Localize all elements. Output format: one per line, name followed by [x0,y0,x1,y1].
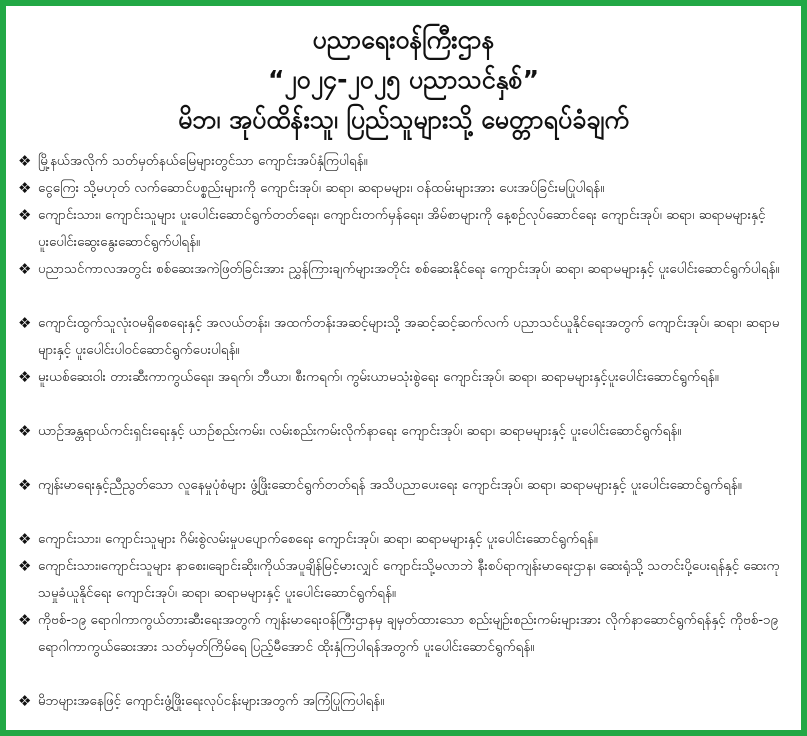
diamond-bullet-icon: ❖ [18,530,32,548]
diamond-bullet-icon: ❖ [18,152,32,170]
list-item-text: မိဘများအနေဖြင့် ကျောင်းဖွံ့ဖြိုးရေးလုပ်ငန်းများအတွက် အကြံပြုကြပါရန်။ [38,694,385,709]
list-item-text: ကျောင်းသား၊ကျောင်းသူများ နာစေး၊ချောင်းဆိုး၊ကိုယ်အပူချိန်မြင့်မားလျှင် ကျောင်းသို့မလာဘဲ နီးစပ်ရာကျန်းမာရေးဌာန၊ ဆေးရုံသို့ သတင်းပို့ပေးရန်နှင့် ဆေးကုသမှုခံယူနိုင်ရေး ကျောင်းအုပ်၊ ဆရာ၊ ဆရာမများနှင့် ပူးပေါင်းဆောင်ရွက်ရန်။ [38,559,780,601]
list-item [16,526,787,553]
list-item-text: မူးယစ်ဆေးဝါး တားဆီးကာကွယ်ရေး၊ အရက်၊ ဘီယာ၊ စီးကရက်၊ ကွမ်းယာမသုံးစွဲရေး ကျောင်းအုပ်၊ ဆရာ၊ ဆရာမများနှင့်ပူးပေါင်းဆောင်ရွက်ရန်။ [38,370,719,385]
diamond-bullet-icon: ❖ [18,206,32,224]
list-item [16,688,787,715]
list-item-text: ယာဉ်အန္တရာယ်ကင်းရှင်းရေးနှင့် ယာဉ်စည်းကမ်း၊ လမ်းစည်းကမ်းလိုက်နာရေး ကျောင်းအုပ်၊ ဆရာ၊ ဆရာမများနှင့် ပူးပေါင်းဆောင်ရွက်ရန်။ [38,424,682,439]
request-title: မိဘ၊ အုပ်ထိန်းသူ၊ ပြည်သူများသို့ မေတ္တာရပ်ခံချက် [178,105,629,134]
list-item [16,256,787,310]
diamond-bullet-icon: ❖ [18,557,32,575]
diamond-bullet-icon: ❖ [18,368,32,386]
list-item [16,472,787,526]
list-item [16,175,787,202]
diamond-bullet-icon: ❖ [18,422,32,440]
list-item-text: ပညာသင်ကာလအတွင်း စစ်ဆေးအကဲဖြတ်ခြင်းအား ညွှန်ကြားချက်များအတိုင်း စစ်ဆေးနိုင်ရေး ကျောင်းအုပ်၊ ဆရာ၊ ဆရာမများနှင့် ပူးပေါင်းဆောင်ရွက်ပါရန်။ [38,262,780,277]
list-item [16,364,787,418]
request-list [6,148,801,715]
diamond-bullet-icon: ❖ [18,692,32,710]
list-item-text: ကျောင်းသား၊ ကျောင်းသူများ ဂိမ်းစွဲလမ်းမှုပပျောက်စေရေး ကျောင်းအုပ်၊ ဆရာ၊ ဆရာမများနှင့် ပူးပေါင်းဆောင်ရွက်ရန်။ [38,532,598,547]
list-item [16,310,787,364]
ministry-title: ပညာရေးဝန်ကြီးဌာန [312,25,495,54]
notice-heading [6,20,801,140]
diamond-bullet-icon: ❖ [18,314,32,332]
list-item-text: ကျောင်းထွက်သူလုံးဝမရှိစေရေးနှင့် အလယ်တန်း၊ အထက်တန်းအဆင့်များသို့ အဆင့်ဆင့်ဆက်လက် ပညာသင်ယူနိုင်ရေးအတွက် ကျောင်းအုပ်၊ ဆရာ၊ ဆရာမများနှင့် ပူးပေါင်းပါဝင်ဆောင်ရွက်ပေးပါရန်။ [38,316,780,358]
list-item-text: မြို့နယ်အလိုက် သတ်မှတ်နယ်မြေများတွင်သာ ကျောင်းအပ်နှံကြပါရန်။ [38,154,368,169]
list-item [16,202,787,256]
list-item [16,553,787,607]
list-item-text: ကျန်းမာရေးနှင့်ညီညွတ်သော လူနေမှုပုံစံများ ဖွံ့ဖြိုးဆောင်ရွက်တတ်ရန် အသိပညာပေးရေး ကျောင်းအုပ်၊ ဆရာ၊ ဆရာမများနှင့် ပူးပေါင်းဆောင်ရွက်ရန်။ [38,478,742,493]
diamond-bullet-icon: ❖ [18,260,32,278]
list-item [16,418,787,472]
diamond-bullet-icon: ❖ [18,476,32,494]
list-item-text: ကျောင်းသား၊ ကျောင်းသူများ ပူးပေါင်းဆောင်ရွက်တတ်ရေး၊ ကျောင်းတက်မှန်ရေး၊ အိမ်စာများကို နေ့စဉ်လုပ်ဆောင်ရေး ကျောင်းအုပ်၊ ဆရာ၊ ဆရာမများနှင့် ပူးပေါင်းဆွေးနွေးဆောင်ရွက်ပါရန်။ [38,208,766,250]
academic-year-title: “၂၀၂၄-၂၀၂၅ ပညာသင်နှစ်” [267,65,540,94]
list-item [16,607,787,688]
list-item-text: ကိုဗစ်-၁၉ ရောဂါကာကွယ်တားဆီးရေးအတွက် ကျန်းမာရေးဝန်ကြီးဌာနမှ ချမှတ်ထားသော စည်းမျဉ်းစည်းကမ်းများအား လိုက်နာဆောင်ရွက်ရန်နှင့် ကိုဗစ်-၁၉ ရောဂါကာကွယ်ဆေးအား သတ်မှတ်ကြိမ်ရေ ပြည့်မီအောင် ထိုးနှံကြပါရန်အတွက် ပူးပေါင်းဆောင်ရွက်ရန်။ [38,613,779,655]
diamond-bullet-icon: ❖ [18,179,32,197]
diamond-bullet-icon: ❖ [18,611,32,629]
list-item-text: ငွေကြေး သို့မဟုတ် လက်ဆောင်ပစ္စည်းများကို ကျောင်းအုပ်၊ ဆရာ၊ ဆရာမများ၊ ဝန်ထမ်းများအား ပေးအပ်ခြင်းမပြုပါရန်။ [38,181,605,196]
list-item [16,148,787,175]
